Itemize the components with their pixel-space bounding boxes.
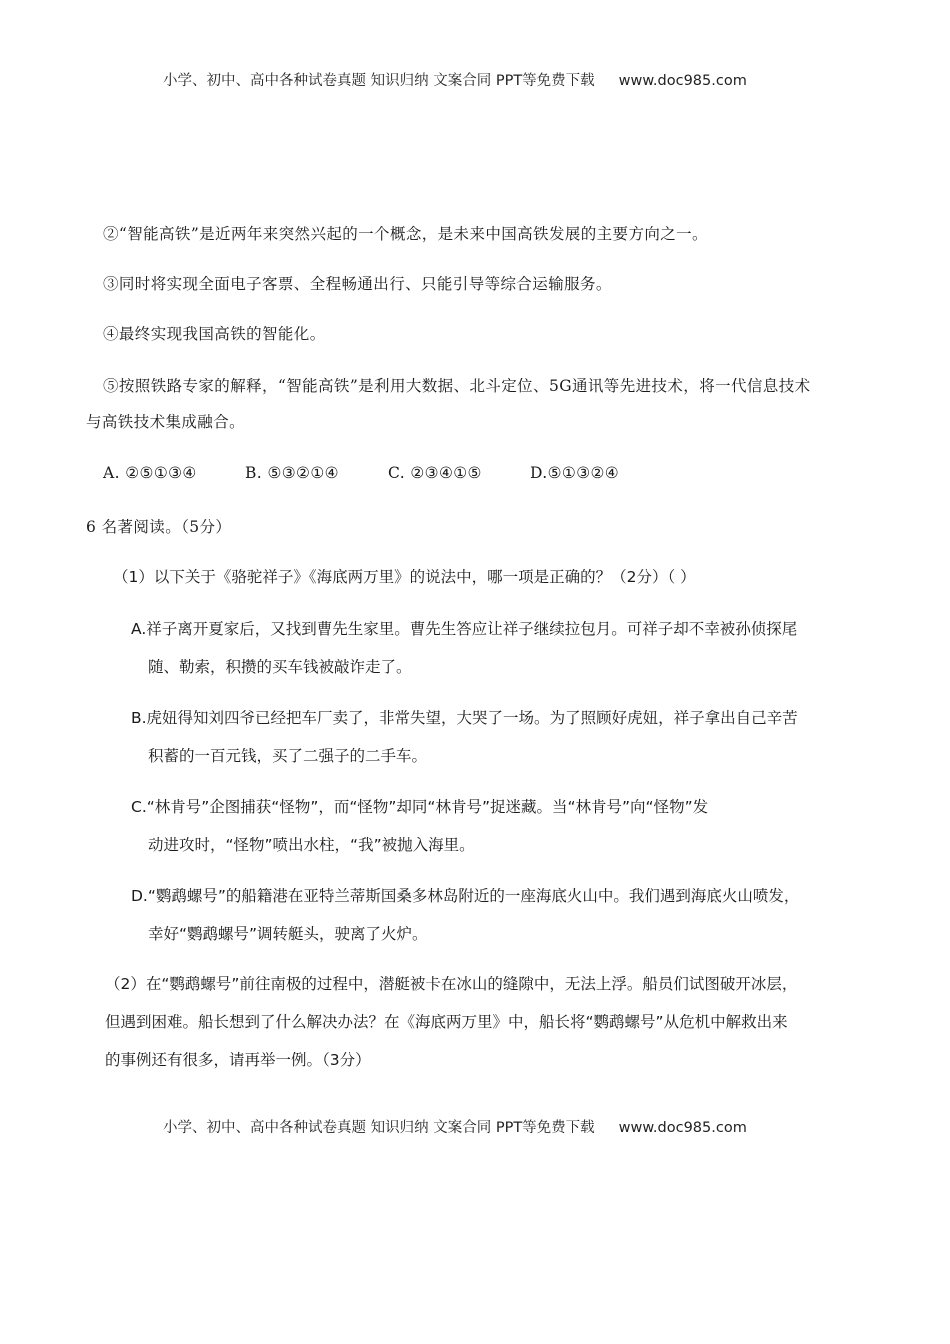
page-footer (163, 1116, 747, 1137)
sentence-2: ②“智能高铁”是近两年来突然兴起的一个概念，是未来中国高铁发展的主要方向之一。 (103, 225, 708, 243)
q6-title: 6 名著阅读。（5分） (86, 518, 232, 536)
q6-1-stem: （1）以下关于《骆驼祥子》《海底两万里》的说法中，哪一项是正确的？（2分）（ ） (113, 568, 696, 586)
q6-1-option-c-line2: 动进攻时，“怪物”喷出水柱，“我”被抛入海里。 (148, 836, 475, 854)
q5-option-a: A. ②⑤①③④ (103, 464, 197, 482)
q6-2-line2: 但遇到困难。船长想到了什么解决办法？在《海底两万里》中，船长将“鹦鹉螺号”从危机中解救出来 (105, 1013, 788, 1031)
header-text: 小学、初中、高中各种试卷真题 知识归纳 文案合同 PPT等免费下载 (163, 73, 595, 89)
q6-1-option-b-line1: B.虎妞得知刘四爷已经把车厂卖了，非常失望，大哭了一场。为了照顾好虎妞，祥子拿出自己辛苦 (131, 709, 798, 727)
q6-1-option-a-line2: 随、勒索，积攒的买车钱被敲诈走了。 (148, 658, 412, 676)
sentence-4: ④最终实现我国高铁的智能化。 (103, 325, 326, 343)
header-site-link[interactable]: www.doc985.com (618, 73, 747, 89)
footer-site-link[interactable]: www.doc985.com (618, 1120, 747, 1136)
q6-2-line1: （2）在“鹦鹉螺号”前往南极的过程中，潜艇被卡在冰山的缝隙中，无法上浮。船员们试图破开冰层， (105, 975, 798, 993)
q5-option-b: B. ⑤③②①④ (245, 464, 339, 482)
sentence-5-line1: ⑤按照铁路专家的解释，“智能高铁”是利用大数据、北斗定位、5G通讯等先进技术，将一代信息技术 (103, 377, 811, 395)
page-header (163, 69, 747, 90)
q6-2-line3: 的事例还有很多，请再举一例。（3分） (105, 1051, 371, 1069)
sentence-3: ③同时将实现全面电子客票、全程畅通出行、只能引导等综合运输服务。 (103, 275, 612, 293)
footer-text: 小学、初中、高中各种试卷真题 知识归纳 文案合同 PPT等免费下载 (163, 1120, 595, 1136)
q5-option-d: D.⑤①③②④ (530, 464, 620, 482)
q6-1-option-b-line2: 积蓄的一百元钱，买了二强子的二手车。 (148, 747, 428, 765)
q5-option-c: C. ②③④①⑤ (388, 464, 482, 482)
q6-1-option-c-line1: C.“林肯号”企图捕获“怪物”，而“怪物”却同“林肯号”捉迷藏。当“林肯号”向“怪物”发 (131, 798, 709, 816)
q6-1-option-a-line1: A.祥子离开夏家后，又找到曹先生家里。曹先生答应让祥子继续拉包月。可祥子却不幸被孙侦探尾 (131, 620, 798, 638)
q6-1-option-d-line2: 幸好“鹦鹉螺号”调转艇头，驶离了火炉。 (148, 925, 428, 943)
q6-1-option-d-line1: D.“鹦鹉螺号”的船籍港在亚特兰蒂斯国桑多林岛附近的一座海底火山中。我们遇到海底火山喷发， (131, 887, 800, 905)
sentence-5-line2: 与高铁技术集成融合。 (86, 413, 246, 431)
